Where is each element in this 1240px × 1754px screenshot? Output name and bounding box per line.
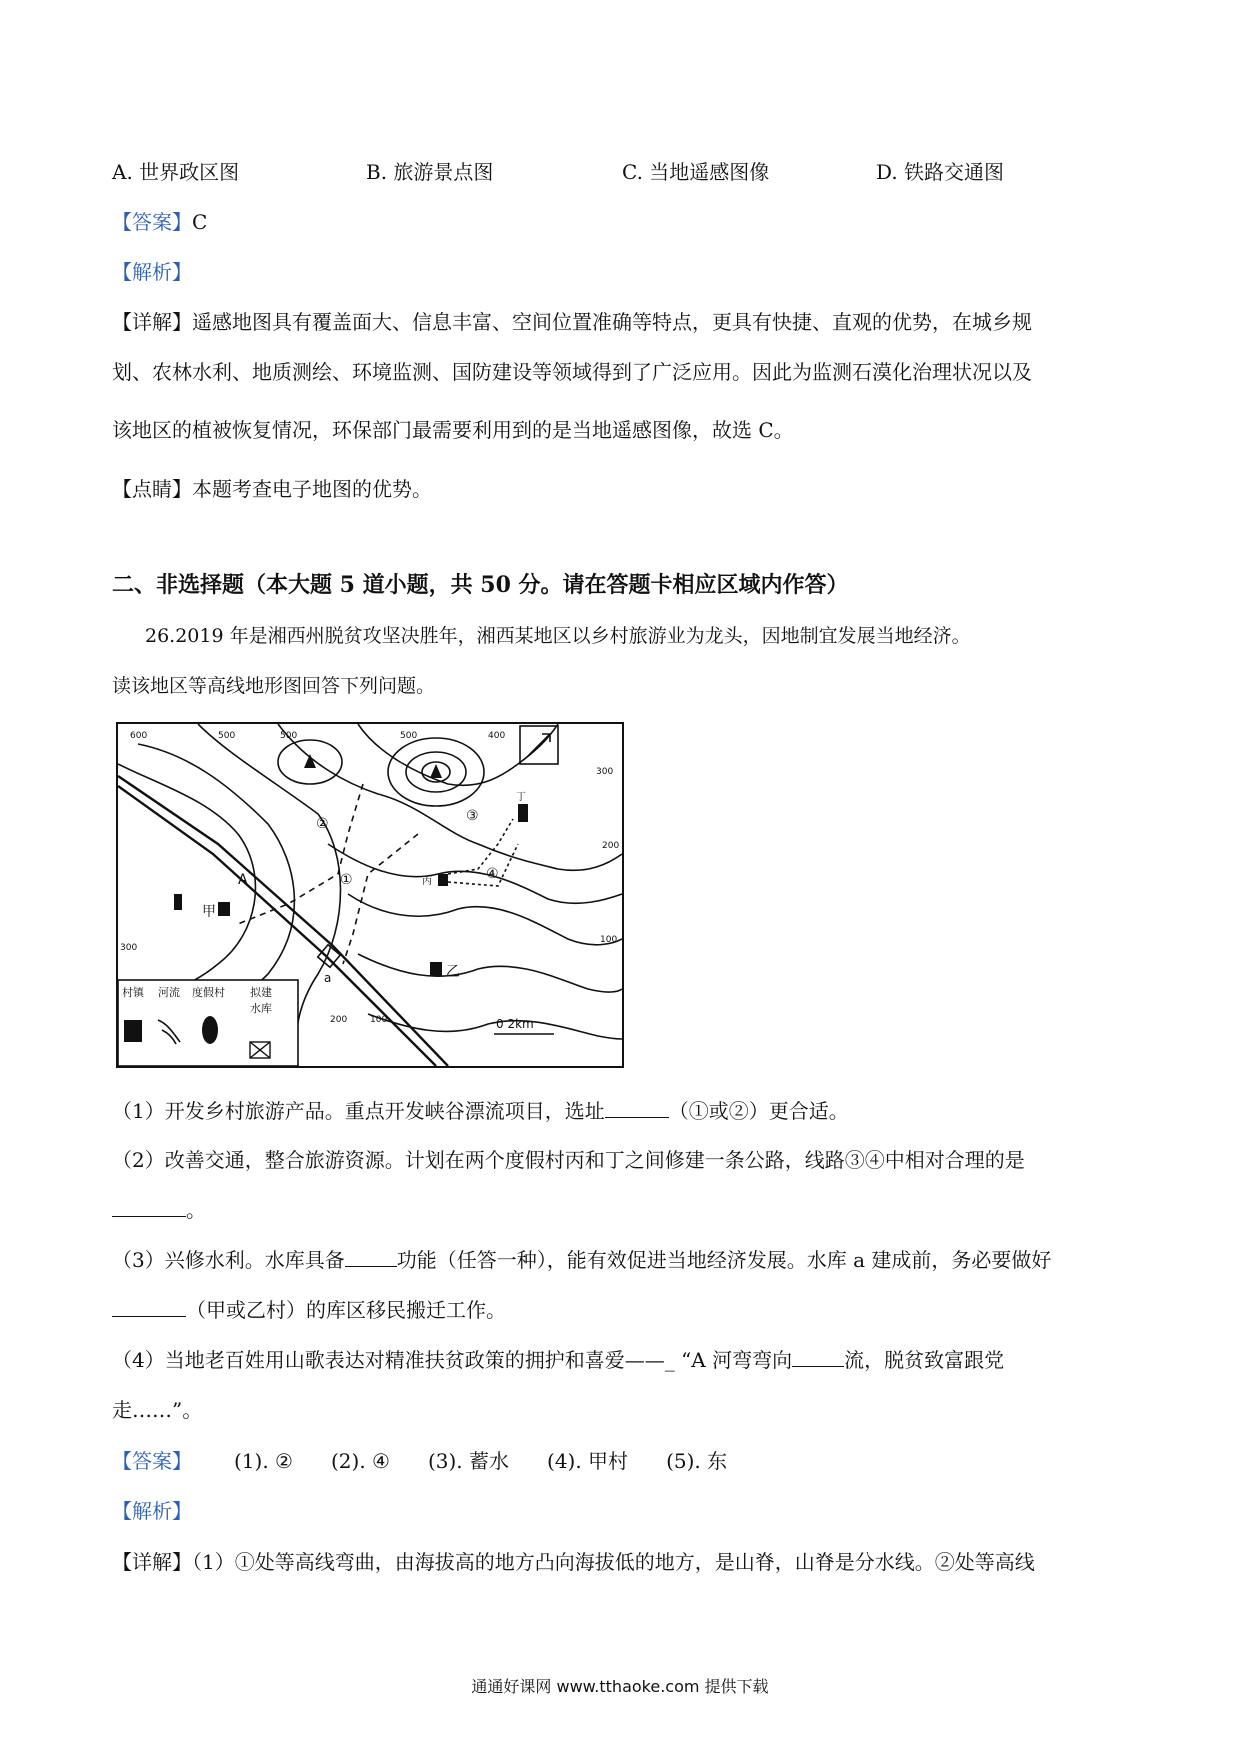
contour-line [278, 724, 622, 870]
detail-text-3: 该地区的植被恢复情况，环保部门最需要利用到的是当地遥感图像，故选 C。 [112, 418, 794, 442]
sub-question-4-cont [112, 1396, 202, 1424]
route-line [448, 844, 518, 886]
answer-line-2 [112, 1447, 765, 1475]
detail-line-4 [112, 1548, 1035, 1576]
route-marker-3: ③ [466, 808, 479, 824]
answer-blank[interactable] [605, 1097, 669, 1118]
village-symbol [174, 894, 182, 910]
route-line [343, 834, 418, 964]
answer-blank[interactable] [112, 1296, 186, 1317]
legend-planned-label: 拟建 [250, 986, 272, 999]
contour-label: 500 [400, 731, 418, 741]
reservoir-symbol [318, 945, 341, 968]
contour-map [116, 722, 624, 1068]
route-line [448, 819, 513, 874]
contour-label: 300 [120, 943, 138, 953]
sub2-post: 。 [186, 1198, 206, 1222]
contour-label: 500 [218, 731, 236, 741]
option-a: A. 世界政区图 [112, 160, 240, 184]
sub-question-3-cont [112, 1296, 506, 1324]
resort-ding-label: 丁 [516, 792, 526, 803]
sub-question-1 [112, 1097, 849, 1125]
analysis-tag: 【解析】 [112, 1499, 192, 1523]
sub-question-4 [112, 1346, 1004, 1374]
answer-line-1 [112, 208, 207, 236]
option-c: C. 当地遥感图像 [622, 160, 770, 184]
answer-value: C [192, 210, 208, 234]
contour-label: 100 [600, 935, 618, 945]
contour-label: 400 [488, 731, 506, 741]
sub1-pre: （1）开发乡村旅游产品。重点开发峡谷漂流项目，选址 [112, 1099, 605, 1123]
answer-item: (4). 甲村 [547, 1449, 629, 1473]
answer-tag: 【答案】 [112, 210, 192, 234]
answer-item: (5). 东 [666, 1449, 728, 1473]
comment-line [112, 475, 432, 503]
answer-blank[interactable] [345, 1246, 397, 1267]
resort-bing-label: 丙 [422, 876, 432, 887]
legend-resort-icon [202, 1016, 218, 1044]
sub3-post: （甲或乙村）的库区移民搬迁工作。 [186, 1298, 506, 1322]
analysis-line-2 [112, 1497, 192, 1525]
river-label-a: A [238, 872, 248, 888]
legend-village-label: 村镇 [122, 986, 144, 999]
sub-question-2 [112, 1146, 1025, 1174]
reservoir-label: a [324, 971, 332, 985]
resort-bing-symbol [438, 874, 448, 886]
sub4-mid: 流，脱贫致富跟党 [844, 1348, 1005, 1372]
contour-label: 100 [370, 1015, 388, 1025]
answer-tag: 【答案】 [112, 1449, 192, 1473]
sub2-pre: （2）改善交通，整合旅游资源。计划在两个度假村丙和丁之间修建一条公路，线路③④中相对合理的是 [112, 1148, 1025, 1172]
detail-text-2: 划、农林水利、地质测绘、环境监测、国防建设等领域得到了广泛应用。因此为监测石漠化治理状况以及 [112, 360, 1032, 384]
village-yi-label: 乙 [446, 964, 460, 980]
comment-text: 本题考查电子地图的优势。 [192, 477, 432, 501]
detail-line-1 [112, 308, 1032, 336]
contour-label: 200 [602, 841, 620, 851]
resort-ding-symbol [518, 804, 528, 822]
village-jia-symbol [218, 902, 230, 916]
route-marker-2: ② [316, 816, 329, 832]
legend-resort-label: 度假村 [192, 986, 225, 999]
contour-line [348, 894, 622, 945]
peak-symbol [430, 764, 442, 778]
answer-blank[interactable] [792, 1346, 844, 1367]
detail-tag: 【详解】 [112, 1550, 192, 1574]
scale-label: 0 2km [496, 1017, 534, 1031]
detail-line-2 [112, 358, 1032, 386]
contour-label: 200 [330, 1015, 348, 1025]
village-yi-symbol [430, 962, 442, 976]
section-title: 二、非选择题（本大题 5 道小题，共 50 分。请在答题卡相应区域内作答） [112, 572, 849, 598]
question-26-line-1: 26.2019 年是湘西州脱贫攻坚决胜年，湘西某地区以乡村旅游业为龙头，因地制宜发展当地经济。 [145, 625, 971, 647]
sub4-pre: （4）当地老百姓用山歌表达对精准扶贫政策的拥护和喜爱——_ “A 河弯弯向 [112, 1348, 793, 1372]
route-marker-4: ④ [486, 866, 499, 882]
village-jia-label: 甲 [202, 904, 216, 920]
sub3-mid: 功能（任答一种），能有效促进当地经济发展。水库 a 建成前，务必要做好 [396, 1248, 1052, 1272]
option-b: B. 旅游景点图 [366, 160, 494, 184]
answer-item: (1). ② [234, 1449, 293, 1473]
legend-village-icon [124, 1020, 142, 1042]
sub4-post: 走……”。 [112, 1398, 203, 1422]
comment-tag: 【点睛】 [112, 477, 192, 501]
contour-line [358, 954, 622, 992]
detail-line-3 [112, 416, 794, 444]
answer-item: (3). 蓄水 [427, 1449, 510, 1473]
option-d: D. 铁路交通图 [876, 160, 1005, 184]
analysis-tag: 【解析】 [112, 260, 192, 284]
sub1-post: （①或②）更合适。 [668, 1099, 849, 1123]
contour-line [328, 844, 622, 903]
detail-text-4: （1）①处等高线弯曲，由海拔高的地方凸向海拔低的地方，是山脊，山脊是分水线。②处等高线 [192, 1550, 1035, 1574]
question-26-line-2: 读该地区等高线地形图回答下列问题。 [112, 675, 436, 697]
sub-question-3 [112, 1246, 1051, 1274]
page-footer: 通通好课网 www.tthaoke.com 提供下载 [471, 1677, 769, 1696]
sub-question-2-cont [112, 1196, 206, 1224]
route-marker-1: ① [340, 872, 353, 888]
legend-reservoir-label: 水库 [250, 1002, 272, 1015]
detail-text-1: 遥感地图具有覆盖面大、信息丰富、空间位置准确等特点，更具有快捷、直观的优势，在城乡规 [192, 310, 1032, 334]
detail-tag: 【详解】 [112, 310, 192, 334]
legend-river-label: 河流 [158, 986, 180, 999]
answer-item: (2). ④ [330, 1449, 390, 1473]
answer-blank[interactable] [112, 1196, 186, 1217]
contour-label: 600 [130, 731, 148, 741]
sub3-pre: （3）兴修水利。水库具备 [112, 1248, 345, 1272]
contour-label: 300 [596, 767, 614, 777]
contour-label: 500 [280, 731, 298, 741]
analysis-line-1 [112, 258, 192, 286]
north-arrow [528, 734, 550, 756]
